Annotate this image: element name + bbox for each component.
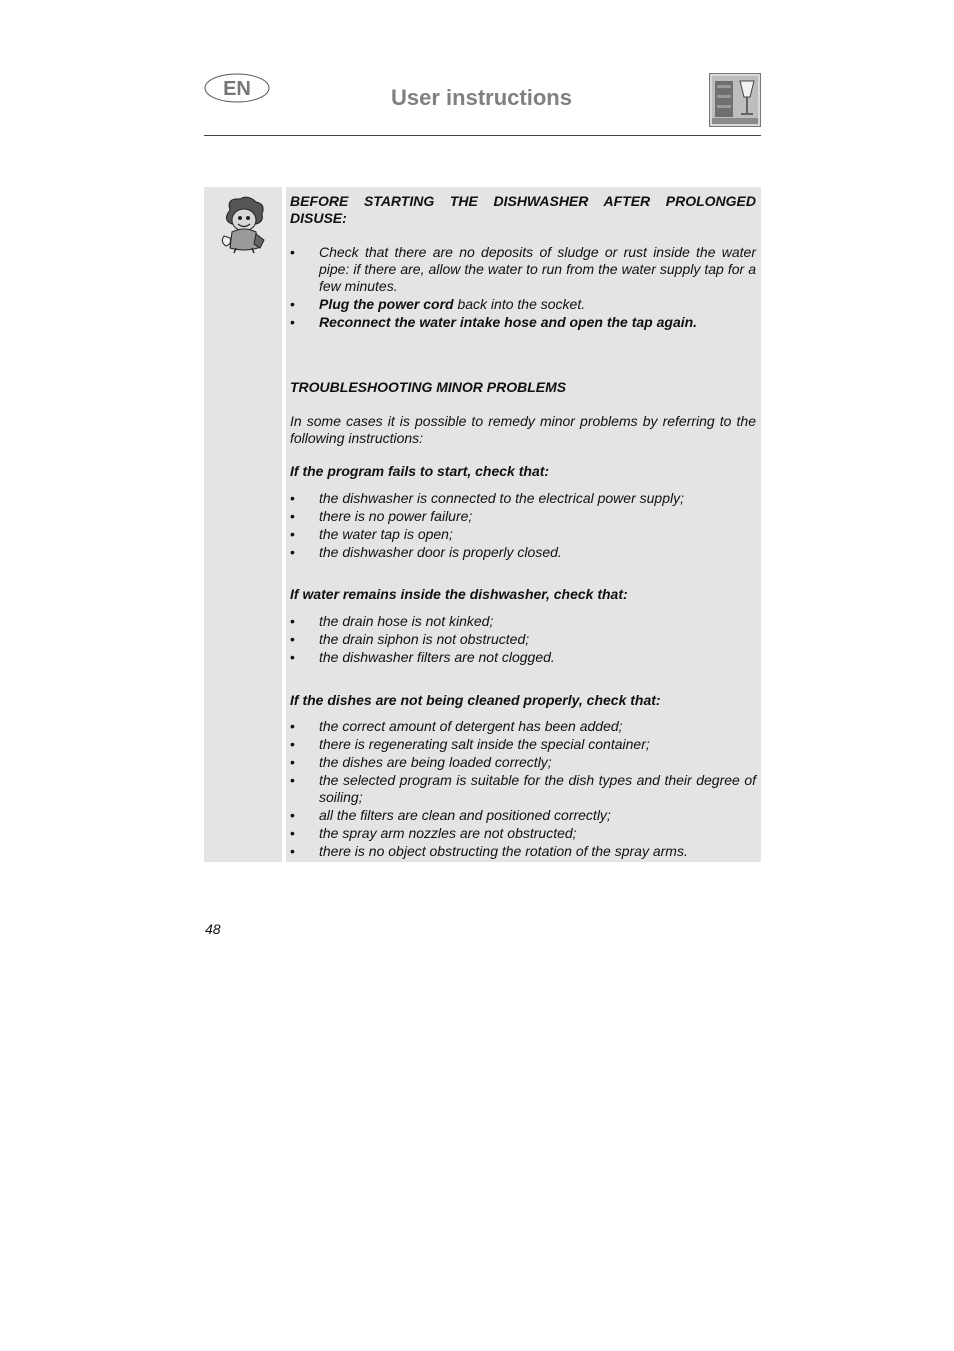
list-item: • the correct amount of detergent has been added; (290, 718, 756, 735)
list-item: • the dishwasher door is properly closed. (290, 544, 756, 561)
list-item: • the drain siphon is not obstructed; (290, 631, 756, 648)
list-item (290, 314, 756, 331)
list-item: • the dishwasher is connected to the electrical power supply; (290, 490, 756, 507)
disuse-checklist (290, 244, 756, 331)
instructions-content (286, 187, 761, 860)
instructions-panel (204, 187, 761, 862)
water-remains-checklist (290, 613, 756, 666)
text-column (286, 187, 761, 862)
list-item: • the drain hose is not kinked; (290, 613, 756, 630)
group-title-program-fails: If the program fails to start, check that: (290, 463, 550, 479)
list-item-bold: Reconnect the water intake hose and open the tap again. (319, 314, 698, 330)
list-item: • the selected program is suitable for the dish types and their degree of soiling; (290, 772, 756, 806)
list-item-text: Check that there are no deposits of sludge or rust inside the water pipe: if there are, allow the water to run from the water supply tap for a few minutes. (319, 244, 756, 294)
page-title: User instructions (391, 85, 572, 110)
group-title-dishes-not-clean: If the dishes are not being cleaned properly, check that: (290, 692, 661, 708)
list-item: • the dishes are being loaded correctly; (290, 754, 756, 771)
group-title-water-remains: If water remains inside the dishwasher, check that: (290, 586, 628, 602)
page-number: 48 (205, 921, 221, 937)
icon-column (204, 187, 282, 862)
list-item (290, 244, 756, 295)
section-heading-prolonged-disuse: BEFORE STARTING THE DISHWASHER AFTER PROLONGED DISUSE: (290, 193, 756, 226)
section-heading-troubleshooting: TROUBLESHOOTING MINOR PROBLEMS (290, 379, 567, 395)
dishes-not-clean-checklist (290, 718, 756, 860)
list-item: • all the filters are clean and positioned correctly; (290, 807, 756, 824)
list-item: • there is regenerating salt inside the special container; (290, 736, 756, 753)
troubleshooting-intro: In some cases it is possible to remedy minor problems by referring to the following instructions: (290, 413, 756, 446)
list-item: • the spray arm nozzles are not obstructed; (290, 825, 756, 842)
list-item: • there is no power failure; (290, 508, 756, 525)
language-badge (204, 72, 270, 104)
list-item: • there is no object obstructing the rotation of the spray arms. (290, 843, 756, 860)
dishwasher-glasses-icon (709, 73, 761, 127)
list-item-text: back into the socket. (453, 296, 586, 312)
list-item: • the water tap is open; (290, 526, 756, 543)
language-label: EN (223, 78, 251, 100)
program-fails-checklist (290, 490, 756, 561)
cartoon-character-icon (218, 196, 268, 254)
page-header (204, 70, 761, 136)
list-item: • the dishwasher filters are not clogged. (290, 649, 756, 666)
list-item-bold: Plug the power cord (319, 296, 454, 312)
list-item (290, 296, 756, 313)
